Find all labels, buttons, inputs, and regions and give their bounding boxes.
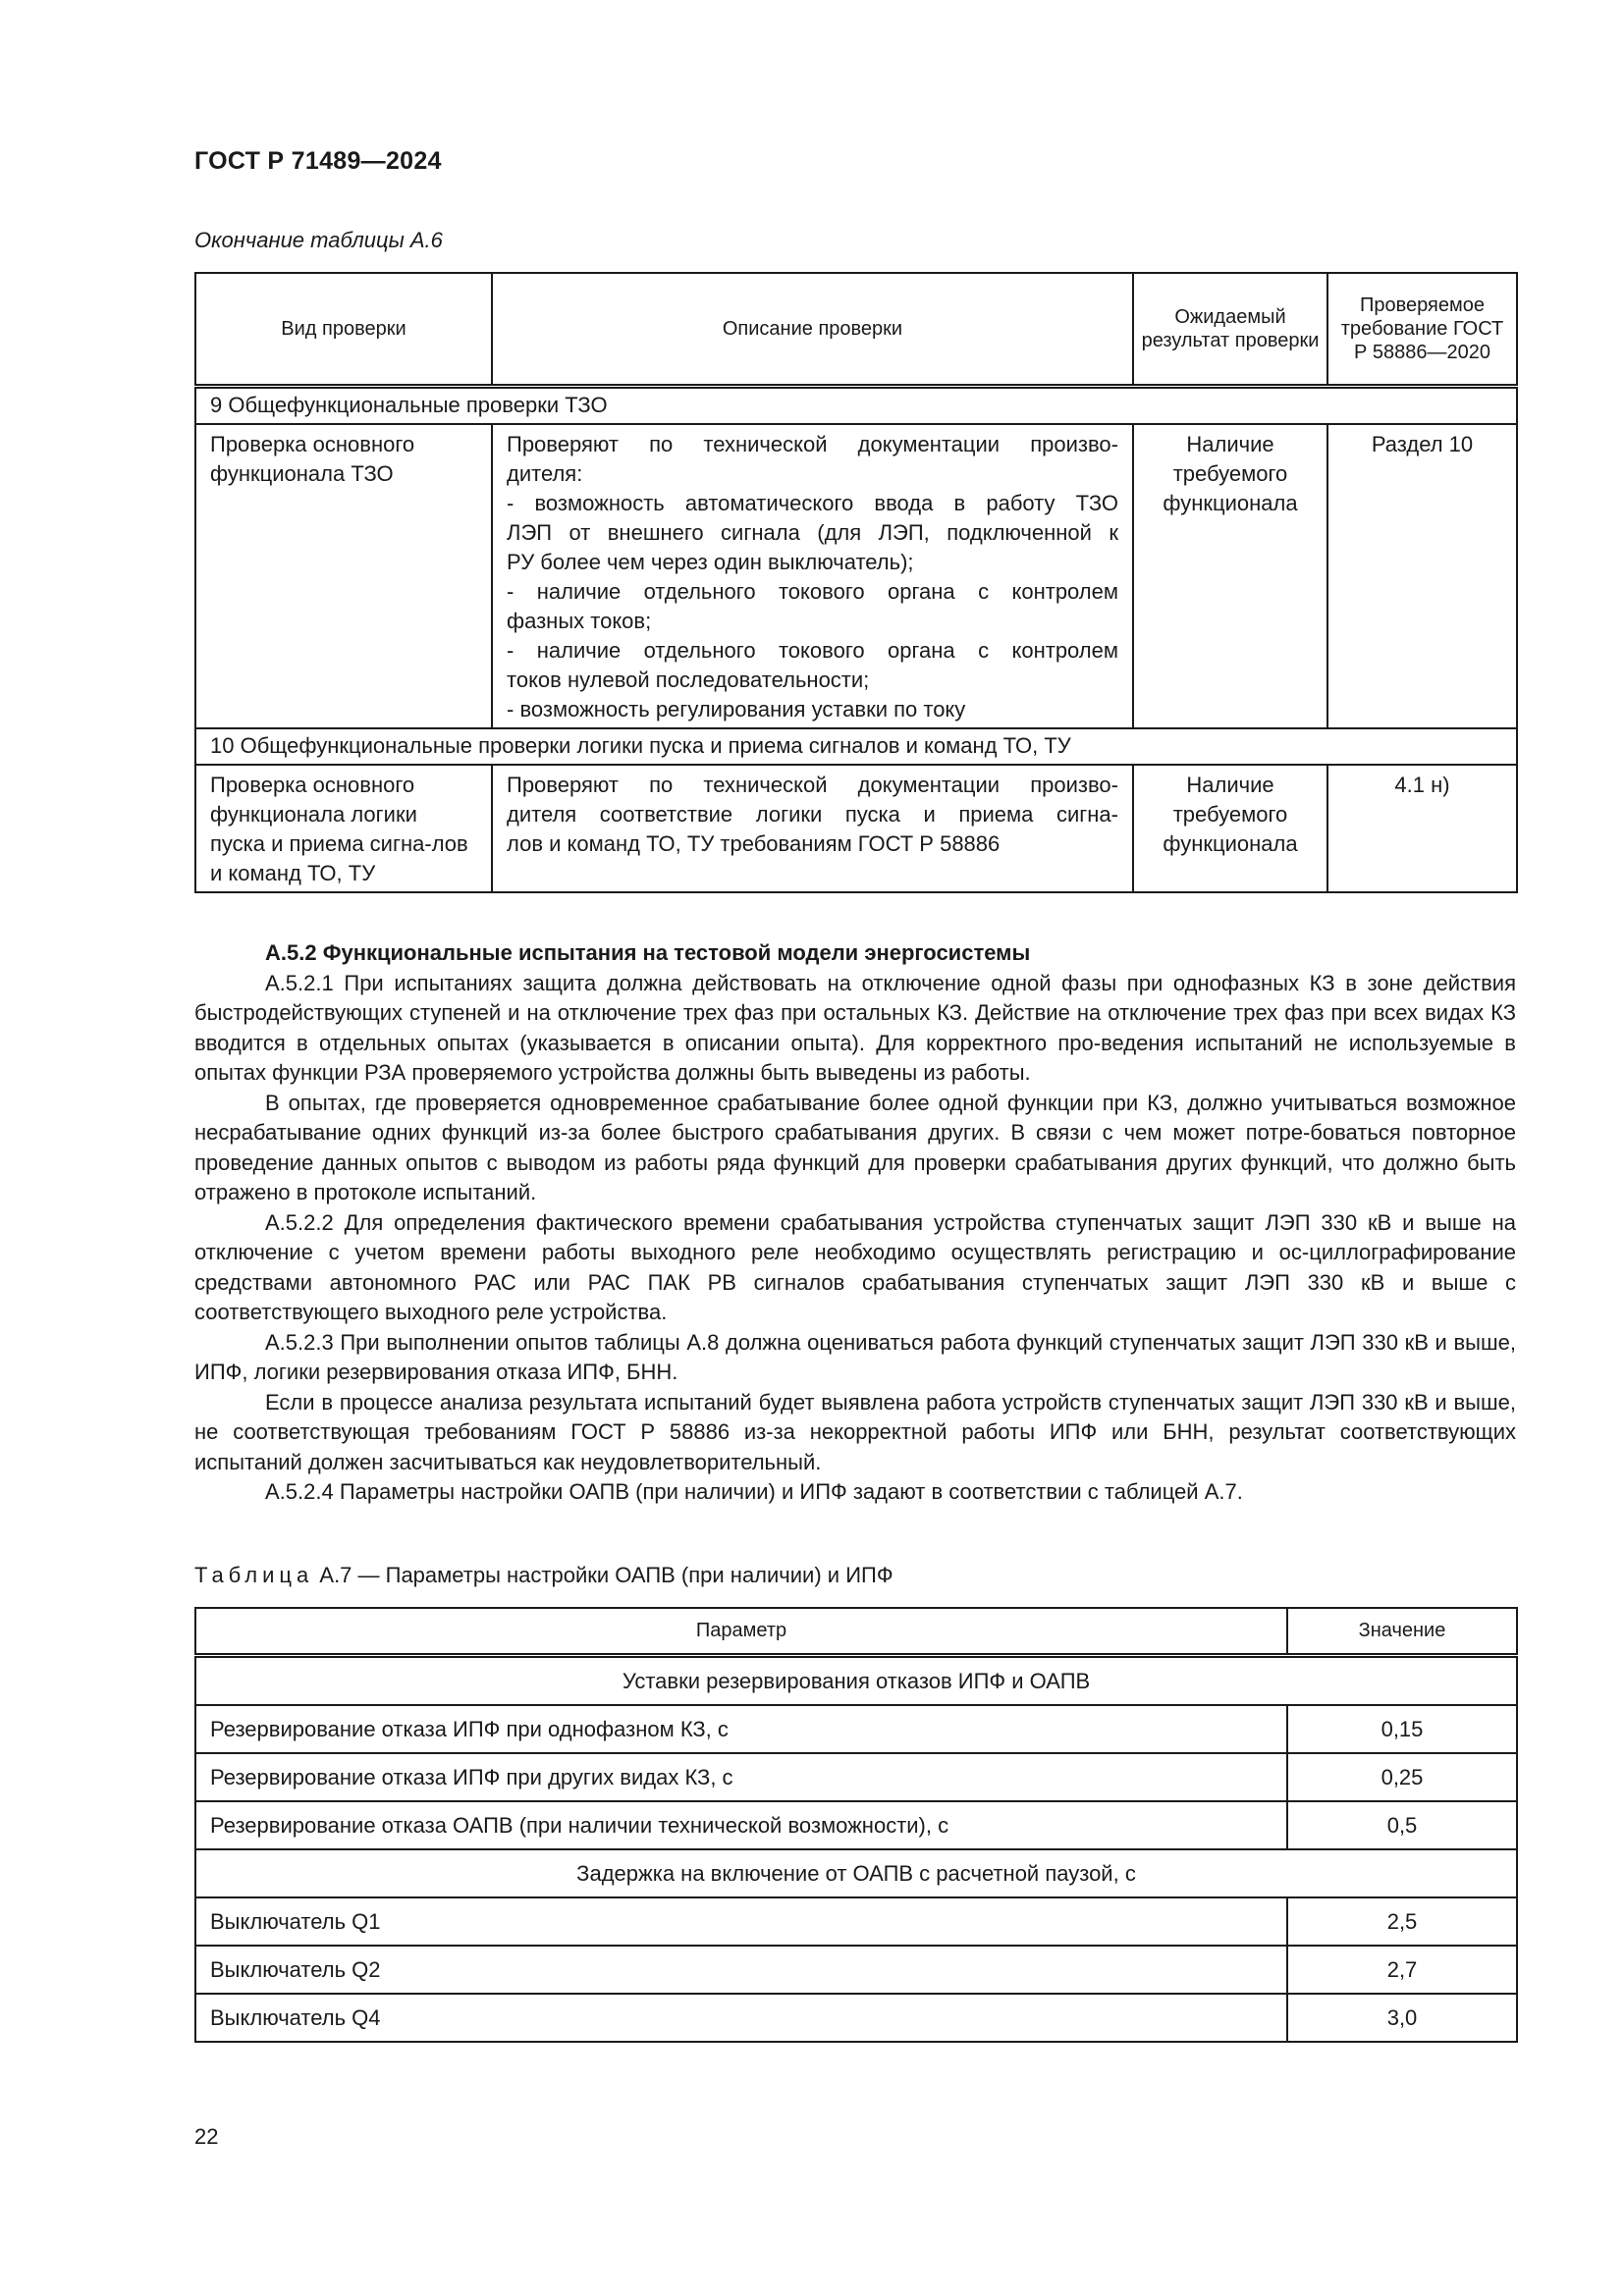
paragraph: Если в процессе анализа результата испытаний будет выявлена работа устройств ступенчатых защит ЛЭП 330 кВ и выше, не соответствующая требованиям ГОСТ Р 58886 из-за некорректной работы ИПФ или БНН, результат соответствующих испытаний должен засчитываться как неудовлетворительный. bbox=[194, 1389, 1516, 1474]
table-a7 bbox=[194, 1607, 1518, 2043]
section-a52 bbox=[194, 938, 1516, 1508]
table-row bbox=[195, 1946, 1517, 1994]
column-header-check-type: Вид проверки bbox=[195, 273, 492, 387]
table-row bbox=[195, 424, 1517, 728]
description-line: Проверяют по технической документации произво- bbox=[507, 432, 1118, 456]
description-cell bbox=[492, 765, 1133, 892]
table-a7-caption bbox=[194, 1563, 893, 1588]
description-line: токов нулевой последовательности; bbox=[507, 667, 870, 692]
section-title: 10 Общефункциональные проверки логики пуска и приема сигналов и команд ТО, ТУ bbox=[195, 728, 1517, 765]
requirement-cell: Раздел 10 bbox=[1327, 424, 1517, 728]
table-a6 bbox=[194, 272, 1518, 893]
page-number: 22 bbox=[194, 2124, 219, 2149]
section-row bbox=[195, 728, 1517, 765]
paragraph: А.5.2.2 Для определения фактического времени срабатывания устройства ступенчатых защит ЛЭП 330 кВ и выше на отключение с учетом времени работы выходного реле необходимо осуществлять регистрацию и ос-циллографирование средствами автономного РАС или РАС ПАК РВ сигналов срабатывания ступенчатых защит ЛЭП 330 кВ и выше с соответствующего выходного реле устройства. bbox=[194, 1209, 1516, 1324]
column-header-description: Описание проверки bbox=[492, 273, 1133, 387]
group-title: Уставки резервирования отказов ИПФ и ОАПВ bbox=[195, 1656, 1517, 1706]
paragraph: А.5.2.1 При испытаниях защита должна действовать на отключение одной фазы при однофазных КЗ в зоне действия быстродействующих ступеней и на отключение трех фаз при остальных КЗ. Действие на отключение трех фаз при всех видах КЗ вводится в отдельных опытах (указывается в описании опыта). Для корректного про-ведения испытаний не используемые в опытах функции РЗА проверяемого устройства должны быть выведены из работы. bbox=[194, 970, 1516, 1085]
table-caption-word: Таблица bbox=[194, 1563, 314, 1587]
check-type-cell: Проверка основного функционала ТЗО bbox=[195, 424, 492, 728]
parameter-cell: Резервирование отказа ИПФ при однофазном КЗ, с bbox=[195, 1705, 1287, 1753]
table-a6-continuation-caption: Окончание таблицы А.6 bbox=[194, 228, 443, 252]
value-cell: 2,5 bbox=[1287, 1897, 1517, 1946]
table-row bbox=[195, 1994, 1517, 2042]
column-header-expected-result: Ожидаемый результат проверки bbox=[1133, 273, 1327, 387]
table-row bbox=[195, 1753, 1517, 1801]
parameter-cell: Резервирование отказа ОАПВ (при наличии технической возможности), с bbox=[195, 1801, 1287, 1849]
description-line: - наличие отдельного токового органа с контролем bbox=[507, 579, 1118, 604]
group-row bbox=[195, 1656, 1517, 1706]
section-row bbox=[195, 387, 1517, 425]
description-line: лов и команд ТО, ТУ требованиям ГОСТ Р 58886 bbox=[507, 831, 1001, 856]
column-header-value: Значение bbox=[1287, 1608, 1517, 1656]
expected-result-cell: Наличие требуемого функционала bbox=[1133, 765, 1327, 892]
column-header-requirement: Проверяемое требование ГОСТ Р 58886—2020 bbox=[1327, 273, 1517, 387]
table-header-row bbox=[195, 1608, 1517, 1656]
paragraph: А.5.2.3 При выполнении опытов таблицы А.8 должна оцениваться работа функций ступенчатых защит ЛЭП 330 кВ и выше, ИПФ, логики резервирования отказа ИПФ, БНН. bbox=[194, 1329, 1516, 1384]
parameter-cell: Выключатель Q1 bbox=[195, 1897, 1287, 1946]
table-row bbox=[195, 765, 1517, 892]
document-code: ГОСТ Р 71489—2024 bbox=[194, 147, 442, 175]
section-heading: А.5.2 Функциональные испытания на тестовой модели энергосистемы bbox=[265, 940, 1031, 965]
paragraph: А.5.2.4 Параметры настройки ОАПВ (при наличии) и ИПФ задают в соответствии с таблицей А.7. bbox=[265, 1479, 1243, 1504]
paragraph: В опытах, где проверяется одновременное срабатывание более одной функции при КЗ, должно учитываться возможное несрабатывание одних функций из-за более быстрого срабатывания других. В связи с чем может потре-боваться повторное проведение данных опытов с выводом из работы ряда функций для проверки срабатывания других функций, что должно быть отражено в протоколе испытаний. bbox=[194, 1090, 1516, 1204]
value-cell: 2,7 bbox=[1287, 1946, 1517, 1994]
table-row bbox=[195, 1897, 1517, 1946]
parameter-cell: Выключатель Q4 bbox=[195, 1994, 1287, 2042]
description-line: дителя соответствие логики пуска и приема сигна- bbox=[507, 802, 1118, 827]
group-title: Задержка на включение от ОАПВ с расчетной паузой, с bbox=[195, 1849, 1517, 1897]
description-cell bbox=[492, 424, 1133, 728]
description-line: ЛЭП от внешнего сигнала (для ЛЭП, подключенной к bbox=[507, 520, 1118, 545]
column-header-parameter: Параметр bbox=[195, 1608, 1287, 1656]
group-row bbox=[195, 1849, 1517, 1897]
table-row bbox=[195, 1705, 1517, 1753]
check-type-cell: Проверка основного функционала логики пуска и приема сигна-лов и команд ТО, ТУ bbox=[195, 765, 492, 892]
description-line: фазных токов; bbox=[507, 609, 652, 633]
table-row bbox=[195, 1801, 1517, 1849]
value-cell: 0,25 bbox=[1287, 1753, 1517, 1801]
expected-result-cell: Наличие требуемого функционала bbox=[1133, 424, 1327, 728]
table-header-row bbox=[195, 273, 1517, 387]
description-line: - наличие отдельного токового органа с контролем bbox=[507, 638, 1118, 663]
parameter-cell: Выключатель Q2 bbox=[195, 1946, 1287, 1994]
table-caption-title: А.7 — Параметры настройки ОАПВ (при наличии) и ИПФ bbox=[319, 1563, 893, 1587]
description-line: - возможность регулирования уставки по току bbox=[507, 697, 966, 721]
description-line: - возможность автоматического ввода в работу ТЗО bbox=[507, 491, 1118, 515]
section-title: 9 Общефункциональные проверки ТЗО bbox=[195, 387, 1517, 425]
description-line: Проверяют по технической документации произво- bbox=[507, 773, 1118, 797]
value-cell: 0,15 bbox=[1287, 1705, 1517, 1753]
value-cell: 3,0 bbox=[1287, 1994, 1517, 2042]
description-line: РУ более чем через один выключатель); bbox=[507, 550, 914, 574]
requirement-cell: 4.1 н) bbox=[1327, 765, 1517, 892]
description-line: дителя: bbox=[507, 461, 583, 486]
parameter-cell: Резервирование отказа ИПФ при других видах КЗ, с bbox=[195, 1753, 1287, 1801]
value-cell: 0,5 bbox=[1287, 1801, 1517, 1849]
